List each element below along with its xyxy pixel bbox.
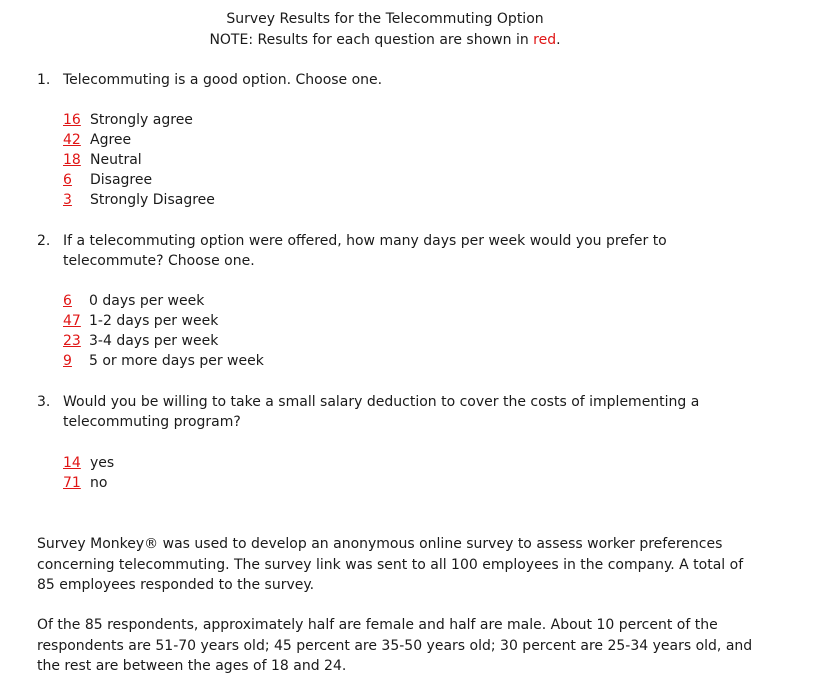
question-text: Would you be willing to take a small salary deduction to cover the costs of implementing a [63,394,700,410]
answer-option [63,293,204,309]
answer-option [63,132,131,148]
note-red-word: red [533,32,557,48]
answer-option [63,353,264,369]
question-number: 3. [37,394,51,410]
response-count: 23 [63,333,81,349]
answer-option [63,313,218,329]
answer-option [63,192,215,208]
question-number: 1. [37,72,51,88]
response-count: 14 [63,455,81,471]
answer-option [63,475,107,491]
option-label: Disagree [90,172,153,188]
option-label: yes [90,455,115,471]
response-count: 42 [63,132,81,148]
results-note: NOTE: Results for each question are shown in red. [209,32,561,48]
option-label: Agree [90,132,132,148]
option-label: 0 days per week [89,293,205,309]
answer-option [63,172,152,188]
response-count: 18 [63,152,81,168]
answer-option [63,152,142,168]
question-text: telecommute? Choose one. [63,253,255,269]
page-title: Survey Results for the Telecommuting Option [226,11,544,27]
response-count: 6 [63,172,72,188]
option-label: no [90,475,108,491]
answer-option [63,455,114,471]
response-count: 6 [63,293,72,309]
response-count: 9 [63,353,72,369]
question-text: telecommuting program? [63,414,241,430]
option-label: Neutral [90,152,142,168]
response-count: 3 [63,192,72,208]
response-count: 16 [63,112,81,128]
question-text: Telecommuting is a good option. Choose one. [63,72,383,88]
response-count: 71 [63,475,81,491]
option-label: Strongly agree [90,112,193,128]
option-label: Strongly Disagree [90,192,215,208]
survey-method-paragraph: Survey Monkey® was used to develop an anonymous online survey to assess worker preferences concerning telecommuting. The survey link was sent to all 100 employees in the company. A total of 85 employees responded to the survey. [37,536,744,593]
respondent-demographics-paragraph: Of the 85 respondents, approximately half are female and half are male. About 10 percent of the respondents are 51-70 years old; 45 percent are 35-50 years old; 30 percent are 25-34 years old, and the rest are between the ages of 18 and 24. [37,617,753,674]
option-label: 1-2 days per week [89,313,219,329]
response-count: 47 [63,313,81,329]
answer-option [63,333,218,349]
option-label: 5 or more days per week [89,353,264,369]
answer-option [63,112,193,128]
question-number: 2. [37,233,51,249]
option-label: 3-4 days per week [89,333,219,349]
question-text: If a telecommuting option were offered, how many days per week would you prefer to [63,233,667,249]
